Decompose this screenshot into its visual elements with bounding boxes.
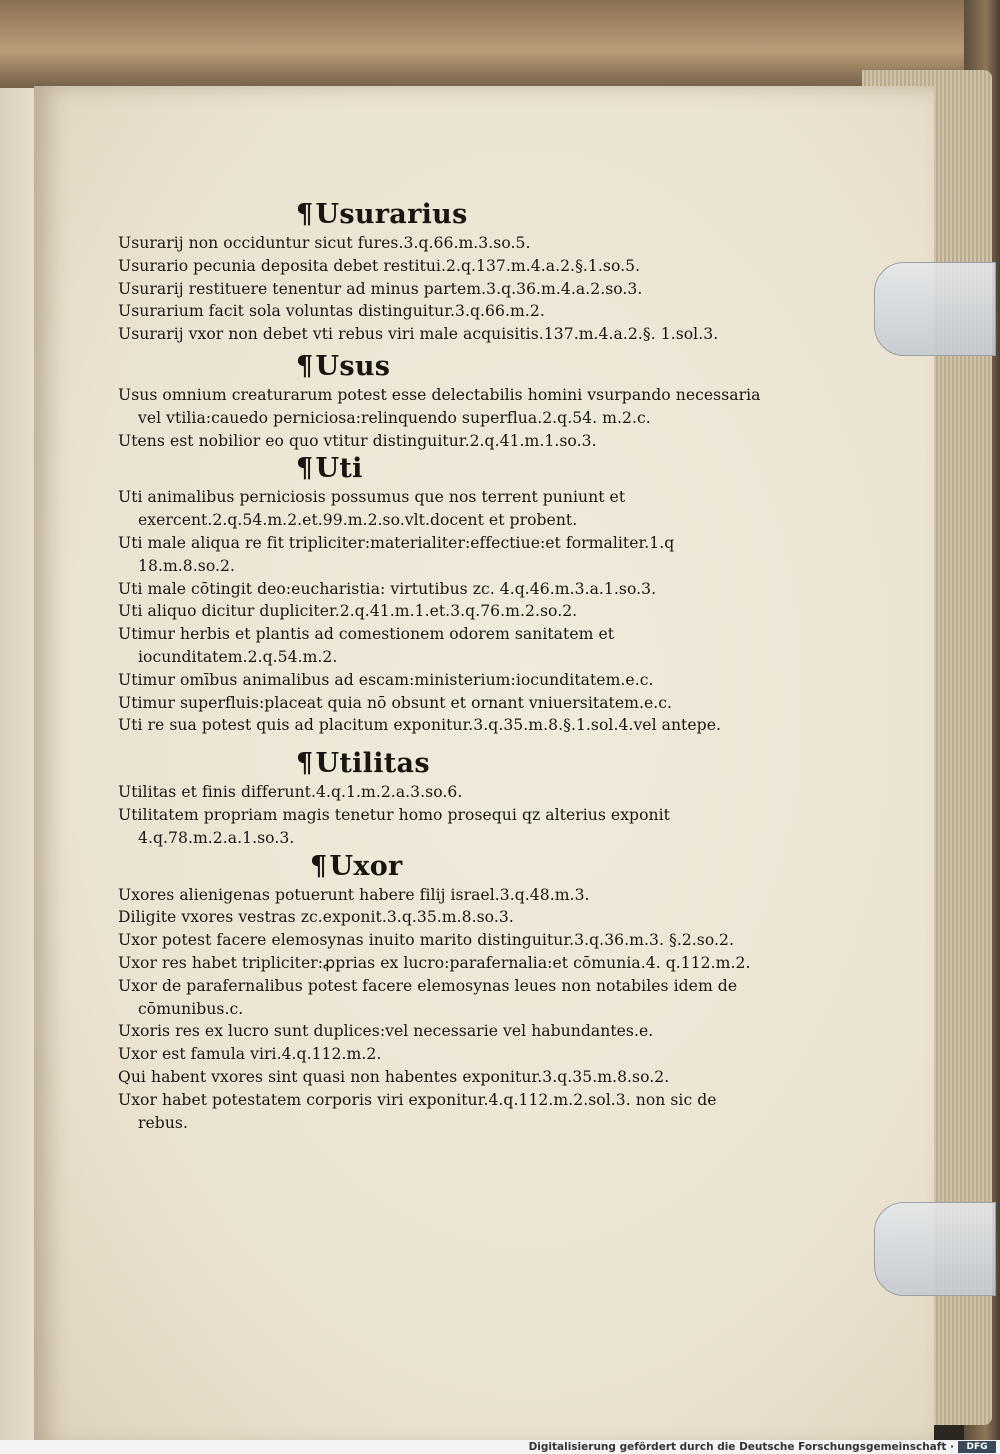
- pilcrow-icon: ¶: [296, 453, 314, 485]
- dfg-logo: DFG: [958, 1441, 996, 1453]
- index-entry: Utimur herbis et plantis ad comestionem odorem sanitatem et iocunditatem.2.q.54.m.2.: [118, 625, 615, 666]
- index-entry: Uti re sua potest quis ad placitum exponitur.3.q.35.m.8.§.1.sol.4.vel antepe.: [118, 716, 721, 735]
- page-text: [118, 198, 764, 1134]
- index-entry: Uti male cōtingit deo:eucharistia: virtutibus zc. 4.q.46.m.3.a.1.so.3.: [118, 579, 657, 598]
- index-entry: Utilitatem propriam magis tenetur homo prosequi qz alterius exponit 4.q.78.m.2.a.1.so.3.: [118, 805, 670, 847]
- section-heading: [118, 747, 764, 781]
- index-entry: Uti animalibus perniciosis possumus que nos terrent puniunt et exercent.2.q.54.m.2.et.99.m.2.so.vlt.docent et probent.: [118, 488, 626, 530]
- index-entry: Uxor est famula viri.4.q.112.m.2.: [118, 1045, 382, 1064]
- section-heading-text: Usurarius: [315, 199, 468, 230]
- pilcrow-icon: ¶: [310, 850, 328, 882]
- page-clip-lower: [874, 1202, 996, 1296]
- book-cover-top: [0, 0, 1000, 92]
- section-heading-text: Uxor: [329, 850, 403, 882]
- index-entry: Utimur omībus animalibus ad escam:ministerium:iocunditatem.e.c.: [118, 670, 654, 689]
- index-entry: Utimur superfluis:placeat quia nō obsunt et ornant vniuersitatem.e.c.: [118, 693, 673, 712]
- index-entry: Usurarij non occiduntur sicut fures.3.q.66.m.3.so.5.: [118, 234, 531, 252]
- index-entry: Uti aliquo dicitur dupliciter.2.q.41.m.1.et.3.q.76.m.2.so.2.: [118, 602, 578, 621]
- index-entry: Uxores alienigenas potuerunt habere filij israel.3.q.48.m.3.: [118, 885, 590, 904]
- index-entry: Diligite vxores vestras zc.exponit.3.q.35.m.8.so.3.: [118, 908, 514, 927]
- footer-credit: Digitalisierung gefördert durch die Deutsche Forschungsgemeinschaft ·: [528, 1441, 954, 1453]
- index-entry: Uxor de parafernalibus potest facere elemosynas leues non notabiles idem de cōmunibus.c.: [118, 976, 738, 1018]
- index-entry: Usurarij vxor non debet vti rebus viri male acquisitis.137.m.4.a.2.§. 1.sol.3.: [118, 325, 719, 344]
- pilcrow-icon: ¶: [296, 350, 314, 382]
- pilcrow-icon: ¶: [296, 199, 314, 230]
- section-heading-text: Usus: [315, 350, 391, 382]
- index-entry: Uxor habet potestatem corporis viri exponitur.4.q.112.m.2.sol.3. non sic de rebus.: [118, 1090, 717, 1132]
- index-entry: Utens est nobilior eo quo vtitur distinguitur.2.q.41.m.1.so.3.: [118, 431, 597, 450]
- index-entry: Usurario pecunia deposita debet restitui.2.q.137.m.4.a.2.§.1.so.5.: [118, 256, 641, 275]
- footer-bar: [0, 1440, 1000, 1454]
- pilcrow-icon: ¶: [296, 748, 314, 780]
- index-entry: Usurarium facit sola voluntas distinguitur.3.q.66.m.2.: [118, 302, 545, 321]
- index-entry: Usurarij restituere tenentur ad minus partem.3.q.36.m.4.a.2.so.3.: [118, 279, 643, 298]
- section-heading: [118, 198, 764, 232]
- index-entry: Uxoris res ex lucro sunt duplices:vel necessarie vel habundantes.e.: [118, 1022, 654, 1041]
- index-entry: Uxor res habet tripliciter:ꝓprias ex lucro:parafernalia:et cōmunia.4. q.112.m.2.: [118, 953, 751, 972]
- section-heading: [118, 850, 764, 884]
- index-entry: Utilitas et finis differunt.4.q.1.m.2.a.3.so.6.: [118, 783, 463, 802]
- index-entry: Uxor potest facere elemosynas inuito marito distinguitur.3.q.36.m.3. §.2.so.2.: [118, 931, 734, 950]
- index-entry: Uti male aliqua re fit tripliciter:materialiter:effectiue:et formaliter.1.q 18.m.8.so.2.: [118, 533, 675, 575]
- index-entry: Qui habent vxores sint quasi non habentes exponitur.3.q.35.m.8.so.2.: [118, 1067, 670, 1086]
- page-clip-upper: [874, 262, 996, 356]
- section-heading: [118, 350, 764, 384]
- section-heading: [118, 452, 764, 486]
- section-heading-text: Uti: [315, 453, 363, 485]
- index-entry: Usus omnium creaturarum potest esse delectabilis homini vsurpando necessaria vel vtilia:cauedo perniciosa:relinquendo superflua.2.q.54. m.2.c.: [118, 385, 761, 427]
- section-heading-text: Utilitas: [315, 748, 430, 780]
